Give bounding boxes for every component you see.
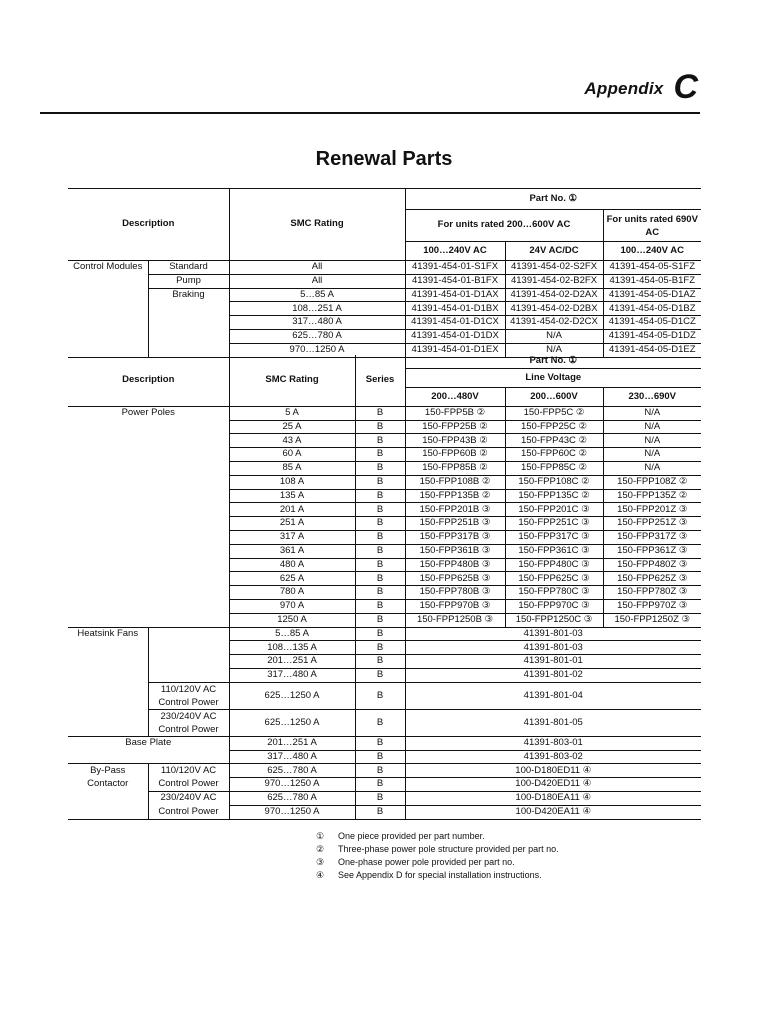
table-cell: 41391-454-01-D1DX [405,329,505,343]
table-cell: 41391-454-01-B1FX [405,274,505,288]
footnote-text: One piece provided per part number. [338,831,485,841]
t1-header-col-100-240-b: 100…240V AC [603,242,701,261]
table-cell: 201…251 A [229,655,355,669]
table-cell: N/A [603,434,701,448]
table-cell: 108…135 A [229,641,355,655]
table-cell: 150-FPP43C ② [505,434,603,448]
footnote-mark: ④ [316,870,325,880]
t1-header-units-200-600: For units rated 200…600V AC [405,210,603,242]
table-cell: 43 A [229,434,355,448]
table-cell: 201 A [229,503,355,517]
table-row [68,655,701,669]
appendix-word: Appendix [584,79,664,98]
table-cell: 150-FPP135Z ② [603,489,701,503]
page-title: Renewal Parts [315,148,453,170]
table-cell [68,641,148,655]
table-cell: 135 A [229,489,355,503]
table-cell: 150-FPP43B ② [405,434,505,448]
table-cell: 150-FPP1250Z ③ [603,613,701,627]
table-cell [68,791,148,805]
table-cell: N/A [603,461,701,475]
table-cell: 5 A [229,406,355,420]
table-cell: 41391-803-01 [405,736,701,750]
power-parts-table [68,355,701,820]
table-cell: 150-FPP5C ② [505,406,603,420]
control-modules-table [68,188,701,358]
table-cell: 201…251 A [229,736,355,750]
table-cell: 41391-454-02-B2FX [505,274,603,288]
table-cell: 100-D180ED11 ④ [405,764,701,778]
t2-header-smc-rating: SMC Rating [229,355,355,406]
table-cell: B [355,420,405,434]
table-cell: 85 A [229,461,355,475]
table-cell: 150-FPP480B ③ [405,558,505,572]
table-cell: All [229,261,405,275]
t1-header-smc-rating: SMC Rating [229,189,405,261]
table-cell [148,627,229,641]
table-cell: 317…480 A [229,750,355,764]
footnote [316,830,559,843]
t2-header-description: Description [122,374,175,386]
table-cell [148,329,229,343]
table-cell: 625…780 A [229,764,355,778]
t2-header-col-200-600: 200…600V [505,387,603,406]
table-cell: 150-FPP361Z ③ [603,544,701,558]
table-cell: B [355,736,405,750]
table-cell: 230/240V AC Control Power [148,709,229,736]
table-cell: B [355,461,405,475]
header-rule [40,112,700,114]
table-cell: Control Power [148,805,229,819]
table-row [68,668,701,682]
table-cell: Control Modules [68,261,148,275]
table-cell: All [229,274,405,288]
table-cell: B [355,503,405,517]
table-cell: 150-FPP625B ③ [405,572,505,586]
table-cell: 41391-801-03 [405,627,701,641]
table-cell: 150-FPP317B ③ [405,530,505,544]
table-cell: 41391-801-03 [405,641,701,655]
table-row [68,805,701,819]
appendix-heading [584,64,698,104]
table-cell: 150-FPP108B ② [405,475,505,489]
table-cell: 150-FPP60B ② [405,448,505,462]
table-cell: N/A [505,343,603,357]
footnote-text: Three-phase power pole structure provided per part no. [338,844,559,854]
table-cell: Standard [148,261,229,275]
table-cell: 150-FPP480Z ③ [603,558,701,572]
table-cell: B [355,475,405,489]
table-cell: N/A [603,448,701,462]
table-cell: 1250 A [229,613,355,627]
table-cell: 5…85 A [229,627,355,641]
table-cell: 100-D180EA11 ④ [405,791,701,805]
table-cell [148,641,229,655]
table-cell: Pump [148,274,229,288]
table-cell: 150-FPP5B ② [405,406,505,420]
table-cell: 108…251 A [229,302,405,316]
table-cell: 150-FPP251C ③ [505,517,603,531]
table-cell: 150-FPP970C ③ [505,599,603,613]
table-cell: 41391-454-02-D2AX [505,288,603,302]
footnote-text: See Appendix D for special installation instructions. [338,870,542,880]
table-cell: Base Plate [68,736,229,750]
table-cell [148,302,229,316]
table-cell [68,750,229,764]
table-cell: B [355,627,405,641]
table-cell: 41391-454-02-S2FX [505,261,603,275]
table-cell [68,709,148,736]
table-cell: N/A [603,420,701,434]
table-cell: 41391-801-02 [405,668,701,682]
table-cell: 625…780 A [229,329,405,343]
footnote-mark: ② [316,844,325,854]
table-cell: B [355,709,405,736]
table-cell: B [355,613,405,627]
t1-header-col-100-240: 100…240V AC [405,242,505,261]
table-cell: B [355,668,405,682]
footnote-mark: ③ [316,857,325,867]
table-cell: 25 A [229,420,355,434]
table-cell: 150-FPP25B ② [405,420,505,434]
table-cell: 150-FPP1250B ③ [405,613,505,627]
table-row [68,641,701,655]
table-cell: 970 A [229,599,355,613]
table-cell: B [355,805,405,819]
table-row [68,791,701,805]
table-cell: 41391-454-01-D1CX [405,316,505,330]
table-cell: 150-FPP317Z ③ [603,530,701,544]
table-cell [68,274,148,288]
table-cell: B [355,599,405,613]
table-row [68,750,701,764]
table-cell: 150-FPP361C ③ [505,544,603,558]
t1-header-col-24: 24V AC/DC [505,242,603,261]
table-cell: 150-FPP60C ② [505,448,603,462]
table-cell: 41391-801-01 [405,655,701,669]
table-row [68,736,701,750]
table-cell [148,655,229,669]
table-row [68,764,701,778]
table-cell: 41391-454-05-D1EZ [603,343,701,357]
appendix-letter: C [673,68,698,106]
table-cell: 100-D420ED11 ④ [405,778,701,792]
table-cell: 361 A [229,544,355,558]
table-cell: B [355,517,405,531]
t1-header-units-690: For units rated 690V AC [603,210,701,242]
table-cell: 780 A [229,586,355,600]
table-cell: B [355,682,405,709]
table-row [68,627,701,641]
table-cell [148,316,229,330]
table-cell: 150-FPP970B ③ [405,599,505,613]
t2-header-line-voltage: Line Voltage [405,368,701,387]
table-cell: 625…780 A [229,791,355,805]
t1-header-part-no: Part No. ① [405,189,701,210]
table-cell: 625…1250 A [229,682,355,709]
table-cell: 41391-454-01-D1BX [405,302,505,316]
table-cell: B [355,750,405,764]
table-cell: 41391-454-01-S1FX [405,261,505,275]
table-cell: 41391-454-01-D1EX [405,343,505,357]
table-cell [68,668,148,682]
table-cell: 41391-454-02-D2BX [505,302,603,316]
table-cell: 60 A [229,448,355,462]
table-cell: 970…1250 A [229,805,355,819]
footnote [316,869,559,882]
t2-header-col-230-690: 230…690V [603,387,701,406]
table-cell: B [355,489,405,503]
table-cell: 41391-803-02 [405,750,701,764]
table-cell: 150-FPP625Z ③ [603,572,701,586]
table-cell: 480 A [229,558,355,572]
table-cell [68,655,148,669]
table-cell: 150-FPP201C ③ [505,503,603,517]
footnote [316,856,559,869]
footnotes [316,830,559,882]
footnote-text: One-phase power pole provided per part no. [338,857,515,867]
table-cell: B [355,544,405,558]
table-cell: 150-FPP25C ② [505,420,603,434]
table-cell: Control Power [148,778,229,792]
table-cell: 150-FPP108C ② [505,475,603,489]
footnote-mark: ① [316,831,325,841]
table-row [68,406,701,420]
t2-header-part-no: Part No. ① [405,355,701,368]
table-cell: Braking [148,288,229,302]
table-cell: B [355,586,405,600]
table-row [68,682,701,709]
table-cell: 150-FPP201B ③ [405,503,505,517]
table-cell: B [355,530,405,544]
table-cell: 150-FPP1250C ③ [505,613,603,627]
table-cell: By-Pass [68,764,148,778]
table-cell [148,668,229,682]
table-cell: 41391-454-05-S1FZ [603,261,701,275]
table-cell: 41391-454-05-D1DZ [603,329,701,343]
table-cell: B [355,448,405,462]
table-cell: 5…85 A [229,288,405,302]
table-cell: 317…480 A [229,668,355,682]
table-cell: 150-FPP108Z ② [603,475,701,489]
table-cell: 41391-454-02-D2CX [505,316,603,330]
table-cell: 150-FPP361B ③ [405,544,505,558]
table-cell: 100-D420EA11 ④ [405,805,701,819]
table-cell: B [355,558,405,572]
table-cell: B [355,655,405,669]
table-cell: 41391-454-05-D1BZ [603,302,701,316]
table-cell: 150-FPP480C ③ [505,558,603,572]
table-cell: B [355,406,405,420]
table-cell: 230/240V AC [148,791,229,805]
table-row [68,778,701,792]
table-cell: 625 A [229,572,355,586]
footnote [316,843,559,856]
table-cell: 150-FPP251Z ③ [603,517,701,531]
table-cell: B [355,434,405,448]
table-cell: 625…1250 A [229,709,355,736]
table-cell: 110/120V AC [148,764,229,778]
table-cell: B [355,764,405,778]
table-cell [68,316,148,330]
table-cell: 317 A [229,530,355,544]
table-cell: 150-FPP780B ③ [405,586,505,600]
table-cell [68,682,148,709]
table-cell: 251 A [229,517,355,531]
table-cell: 150-FPP85B ② [405,461,505,475]
table-cell [68,329,148,343]
table-cell: 108 A [229,475,355,489]
table-cell: 110/120V AC Control Power [148,682,229,709]
table-cell: 150-FPP85C ② [505,461,603,475]
table-cell: 150-FPP251B ③ [405,517,505,531]
table-cell: B [355,778,405,792]
t2-header-col-200-480: 200…480V [405,387,505,406]
table-cell: 41391-454-05-D1CZ [603,316,701,330]
table-cell: 150-FPP201Z ③ [603,503,701,517]
table-cell: 150-FPP625C ③ [505,572,603,586]
table-cell: Heatsink Fans [68,627,148,641]
table-cell: 970…1250 A [229,778,355,792]
table-cell [68,805,148,819]
table-cell: B [355,791,405,805]
table-cell: 970…1250 A [229,343,405,357]
table-cell: B [355,572,405,586]
table-cell: 41391-801-04 [405,682,701,709]
table-cell: 150-FPP317C ③ [505,530,603,544]
table-cell: B [355,641,405,655]
table-row [68,709,701,736]
table-cell: 150-FPP135B ② [405,489,505,503]
table-cell: Power Poles [68,406,229,627]
table-cell: 150-FPP135C ② [505,489,603,503]
table-cell: Contactor [87,778,129,790]
t1-header-description: Description [122,218,175,230]
table-cell: N/A [603,406,701,420]
table-cell: 150-FPP970Z ③ [603,599,701,613]
table-cell: 41391-454-01-D1AX [405,288,505,302]
table-cell: 41391-454-05-D1AZ [603,288,701,302]
table-cell: 150-FPP780C ③ [505,586,603,600]
t2-header-series: Series [355,355,405,406]
table-cell [68,302,148,316]
table-cell: 41391-801-05 [405,709,701,736]
table-cell: 150-FPP780Z ③ [603,586,701,600]
table-cell: N/A [505,329,603,343]
table-cell: 41391-454-05-B1FZ [603,274,701,288]
table-cell: 317…480 A [229,316,405,330]
table-cell [68,288,148,302]
